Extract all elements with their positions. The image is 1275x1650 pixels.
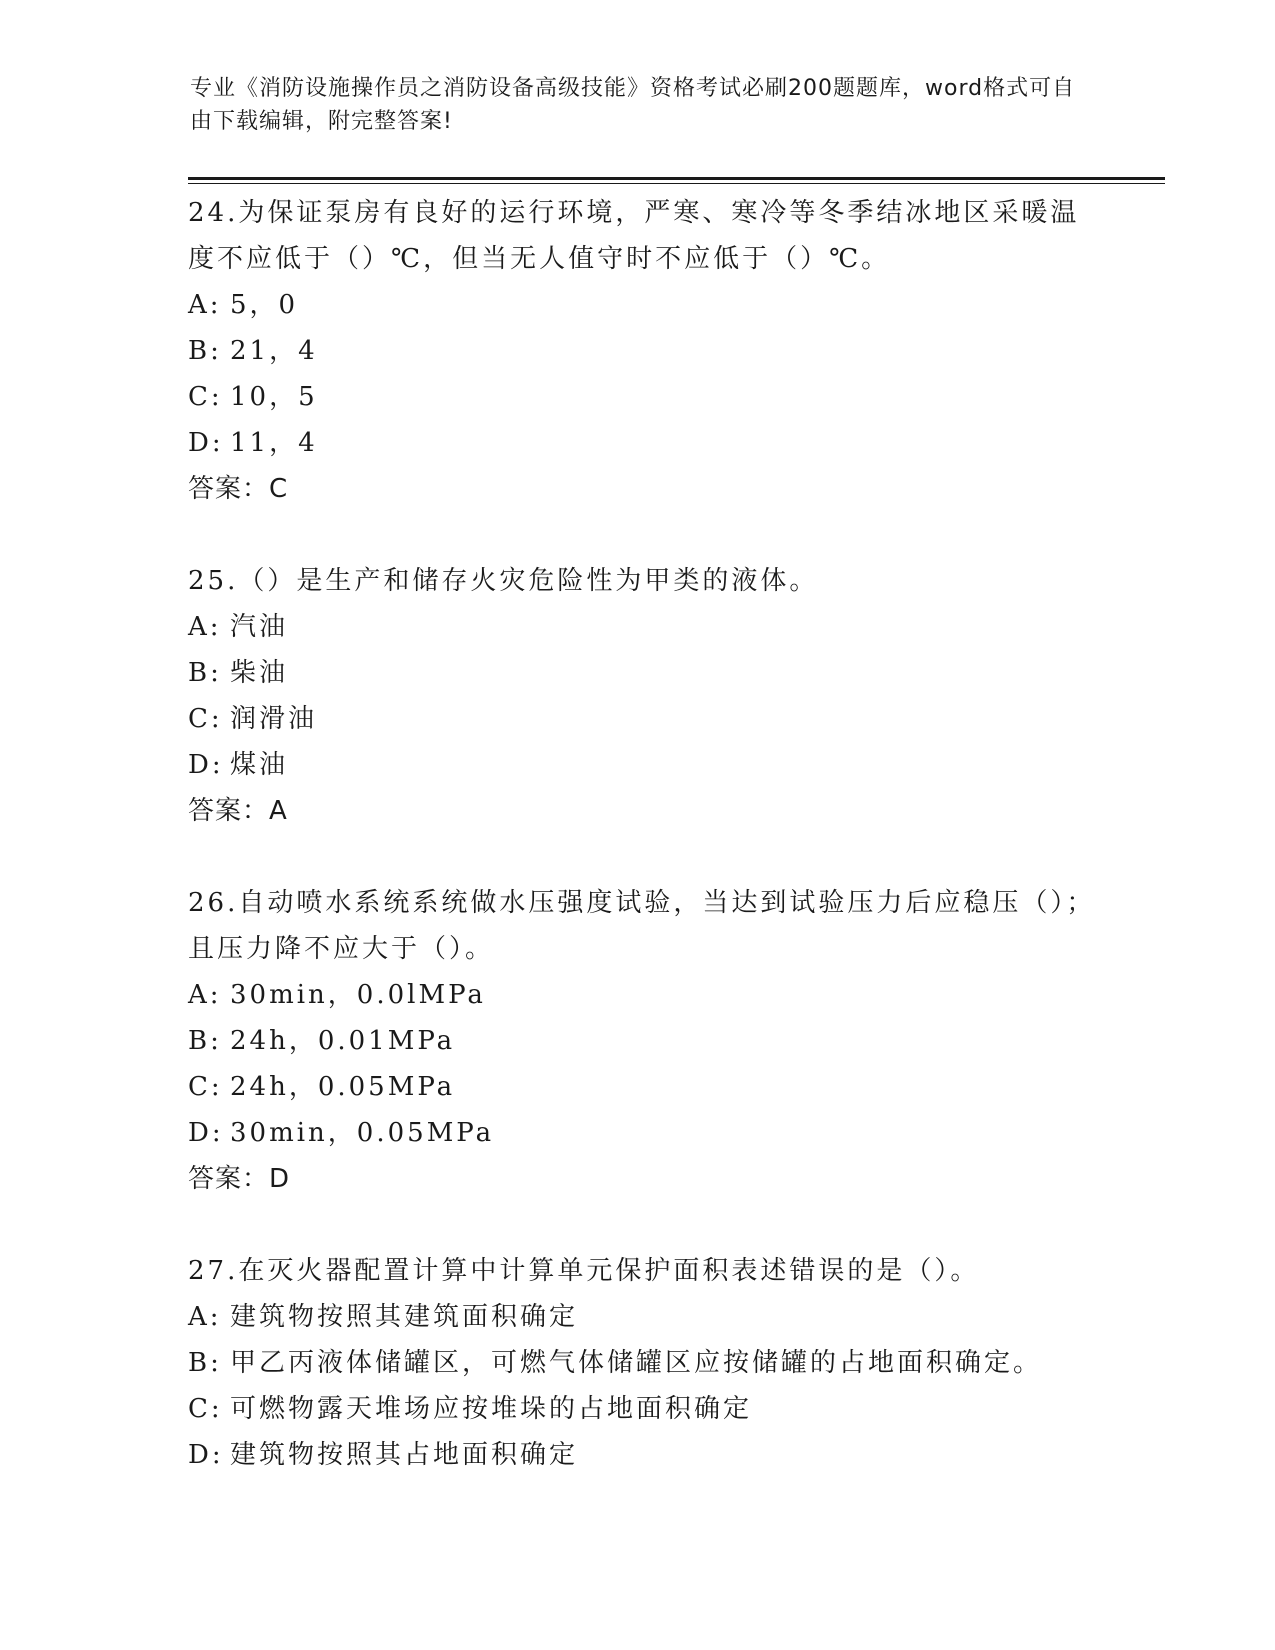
option-b <box>188 1340 1108 1386</box>
option-label: D: <box>188 750 224 780</box>
question-text: 24.为保证泵房有良好的运行环境，严寒、寒冷等冬季结冰地区采暖温度不应低于（）℃，但当无人值守时不应低于（）℃。 <box>188 198 1080 274</box>
option-text: 润滑油 <box>230 704 318 734</box>
question-list <box>188 190 1108 1524</box>
header-divider-thin <box>188 183 1165 184</box>
option-text: 汽油 <box>230 612 289 642</box>
option-text: 建筑物按照其建筑面积确定 <box>230 1302 579 1332</box>
option-label: A: <box>188 612 222 642</box>
header-divider-thick <box>188 177 1165 180</box>
option-d <box>188 420 1108 466</box>
option-text: 24h，0.01MPa <box>230 1026 456 1056</box>
option-text: 21，4 <box>230 336 318 366</box>
option-b <box>188 328 1108 374</box>
option-label: A: <box>188 1302 222 1332</box>
option-label: A: <box>188 980 222 1010</box>
option-b <box>188 1018 1108 1064</box>
option-text: 柴油 <box>230 658 289 688</box>
option-label: C: <box>188 704 223 734</box>
option-b <box>188 650 1108 696</box>
question-27 <box>188 1248 1108 1478</box>
option-c <box>188 1064 1108 1110</box>
option-d <box>188 1432 1108 1478</box>
option-a <box>188 604 1108 650</box>
option-a <box>188 1294 1108 1340</box>
question-24 <box>188 190 1108 512</box>
option-c <box>188 1386 1108 1432</box>
answer-line: 答案：A <box>188 796 288 826</box>
option-text: 30min，0.0lMPa <box>230 980 486 1010</box>
option-label: A: <box>188 290 222 320</box>
question-25 <box>188 558 1108 834</box>
answer-line: 答案：D <box>188 1164 291 1194</box>
option-label: D: <box>188 428 224 458</box>
question-text: 26.自动喷水系统系统做水压强度试验，当达到试验压力后应稳压（）；且压力降不应大于（）。 <box>188 888 1096 964</box>
option-text: 5，0 <box>230 290 299 320</box>
option-text: 建筑物按照其占地面积确定 <box>230 1440 579 1470</box>
option-label: C: <box>188 382 223 412</box>
option-a <box>188 282 1108 328</box>
question-text: 25.（）是生产和储存火灾危险性为甲类的液体。 <box>188 566 819 596</box>
option-label: C: <box>188 1394 223 1424</box>
option-d <box>188 1110 1108 1156</box>
option-text: 甲乙丙液体储罐区，可燃气体储罐区应按储罐的占地面积确定。 <box>230 1348 1043 1378</box>
option-label: B: <box>188 658 222 688</box>
option-label: B: <box>188 1026 222 1056</box>
option-label: B: <box>188 1348 222 1378</box>
option-label: B: <box>188 336 222 366</box>
option-d <box>188 742 1108 788</box>
option-text: 10，5 <box>230 382 318 412</box>
option-label: D: <box>188 1440 224 1470</box>
document-header: 专业《消防设施操作员之消防设备高级技能》资格考试必刷200题题库，word格式可自由下载编辑，附完整答案! <box>190 76 1076 134</box>
option-text: 可燃物露天堆场应按堆垛的占地面积确定 <box>230 1394 753 1424</box>
option-label: D: <box>188 1118 224 1148</box>
option-label: C: <box>188 1072 223 1102</box>
option-a <box>188 972 1108 1018</box>
option-text: 11，4 <box>230 428 318 458</box>
option-c <box>188 374 1108 420</box>
option-c <box>188 696 1108 742</box>
option-text: 煤油 <box>230 750 289 780</box>
question-text: 27.在灭火器配置计算中计算单元保护面积表述错误的是（）。 <box>188 1256 980 1286</box>
option-text: 24h，0.05MPa <box>230 1072 456 1102</box>
question-26 <box>188 880 1108 1202</box>
answer-line: 答案：C <box>188 474 289 504</box>
option-text: 30min，0.05MPa <box>230 1118 495 1148</box>
